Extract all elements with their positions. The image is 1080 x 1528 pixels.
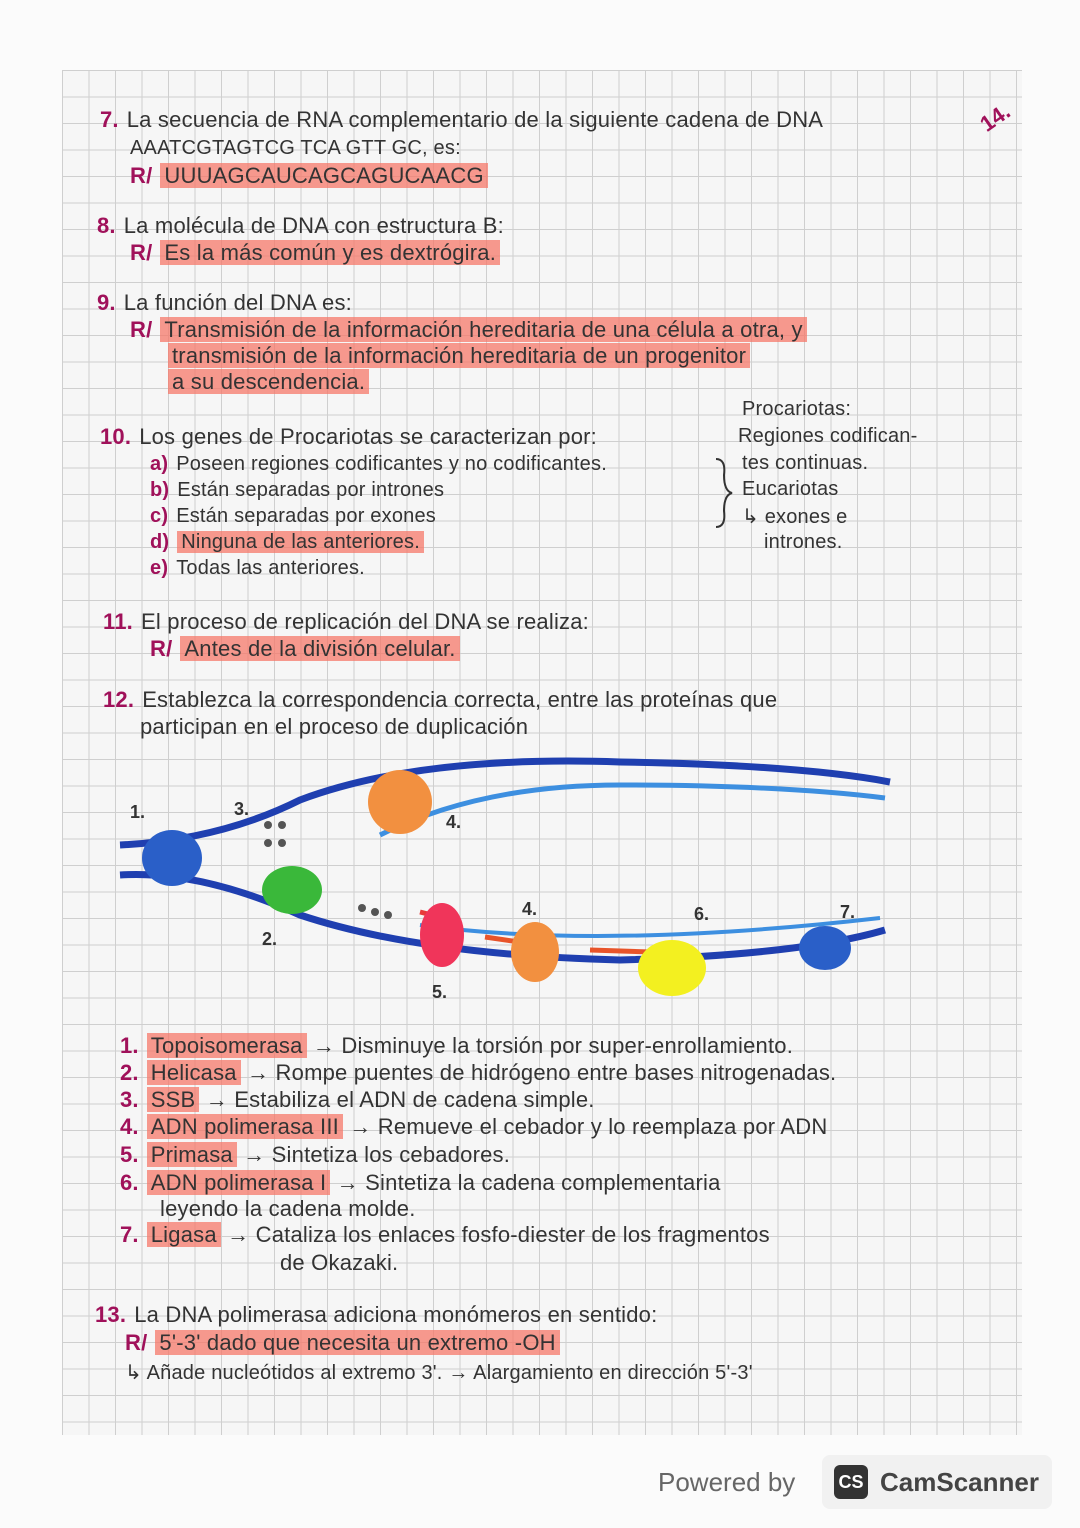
curly-brace: [712, 455, 736, 530]
protein-item-6: 6. ADN polimerasa I → Sintetiza la cadena complementaria: [120, 1170, 721, 1195]
topoisomerase-blob: [142, 830, 202, 886]
dna-replication-diagram: [0, 740, 1080, 1020]
protein-item-7-cont: de Okazaki.: [280, 1250, 399, 1275]
polymerase-iii-blob: [368, 770, 432, 834]
q13-answer: R/ 5'-3' dado que necesita un extremo -OH: [125, 1330, 560, 1356]
protein-item-3: 3. SSB → Estabiliza el ADN de cadena simple.: [120, 1087, 595, 1112]
primase-blob: [420, 903, 464, 967]
protein-item-6-cont: leyendo la cadena molde.: [160, 1196, 416, 1221]
q9-answer-line2: transmisión de la información hereditaria de un progenitor: [168, 343, 750, 369]
q9-answer-line1: R/ Transmisión de la información hereditaria de una célula a otra, y: [130, 317, 807, 343]
diagram-label-4a: 4.: [446, 812, 462, 832]
diagram-label-7: 7.: [840, 902, 856, 922]
protein-item-4: 4. ADN polimerasa III → Remueve el cebador y lo reemplaza por ADN: [120, 1114, 828, 1139]
camscanner-brand: CamScanner: [880, 1467, 1039, 1497]
q7-sequence: AAATCGTAGTCG TCA GTT GC, es:: [130, 137, 461, 159]
q8-question: 8. La molécula de DNA con estructura B:: [97, 213, 504, 238]
powered-by-text: Powered by: [658, 1467, 796, 1497]
diagram-label-5: 5.: [432, 982, 448, 1002]
protein-item-1: 1. Topoisomerasa → Disminuye la torsión por super-enrollamiento.: [120, 1033, 794, 1058]
q10-option-a: a) Poseen regiones codificantes y no codificantes.: [150, 453, 607, 475]
helicase-blob: [262, 866, 322, 914]
q10-note-2: Regiones codifican-: [738, 425, 918, 447]
q10-option-e: e) Todas las anteriores.: [150, 557, 365, 579]
protein-item-2: 2. Helicasa → Rompe puentes de hidrógeno entre bases nitrogenadas.: [120, 1060, 837, 1085]
q10-option-d: d) Ninguna de las anteriores.: [150, 531, 424, 554]
protein-item-7: 7. Ligasa → Cataliza los enlaces fosfo-diester de los fragmentos: [120, 1222, 770, 1247]
q13-question: 13. La DNA polimerasa adiciona monómeros en sentido:: [95, 1302, 658, 1327]
q10-note-3: tes continuas.: [742, 452, 869, 474]
q11-answer: R/ Antes de la división celular.: [150, 636, 460, 662]
camscanner-footer: [0, 1455, 1080, 1515]
q10-option-b: b) Están separadas por intrones: [150, 479, 445, 501]
camscanner-badge: [822, 1455, 1052, 1509]
q10-note-6: intrones.: [764, 531, 843, 553]
q10-note-4: Eucariotas: [742, 478, 839, 500]
q11-question: 11. El proceso de replicación del DNA se realiza:: [103, 609, 589, 634]
diagram-label-3: 3.: [234, 799, 250, 819]
diagram-label-4b: 4.: [522, 899, 538, 919]
q10-option-c: c) Están separadas por exones: [150, 505, 436, 527]
polymerase-i-blob: [638, 940, 706, 996]
q10-note-5: ↳ exones e: [742, 506, 848, 528]
q13-note: ↳ Añade nucleótidos al extremo 3'. → Alargamiento en dirección 5'-3': [125, 1362, 753, 1384]
q10-question: 10. Los genes de Procariotas se caracterizan por:: [100, 424, 597, 449]
primer: [590, 950, 650, 952]
lagging-strand: [120, 875, 885, 961]
next-question-number: 14.: [975, 98, 1015, 137]
q12-question-line2: participan en el proceso de duplicación: [140, 714, 529, 739]
protein-item-5: 5. Primasa → Sintetiza los cebadores.: [120, 1142, 511, 1167]
camscanner-logo-icon: CS: [834, 1465, 868, 1499]
diagram-label-1: 1.: [130, 802, 146, 822]
ligase-blob: [799, 926, 851, 970]
diagram-label-2: 2.: [262, 929, 278, 949]
q9-answer-line3: a su descendencia.: [168, 369, 369, 395]
q7-question: 7. La secuencia de RNA complementario de la siguiente cadena de DNA: [100, 107, 824, 132]
q7-answer: R/ UUUAGCAUCAGCAGUCAACG: [130, 163, 488, 189]
polymerase-iii-blob: [511, 922, 559, 982]
diagram-label-6: 6.: [694, 904, 710, 924]
q12-question: 12. Establezca la correspondencia correcta, entre las proteínas que: [103, 687, 778, 712]
q10-note-1: Procariotas:: [742, 398, 852, 420]
q8-answer: R/ Es la más común y es dextrógira.: [130, 240, 500, 266]
q9-question: 9. La función del DNA es:: [97, 290, 352, 315]
